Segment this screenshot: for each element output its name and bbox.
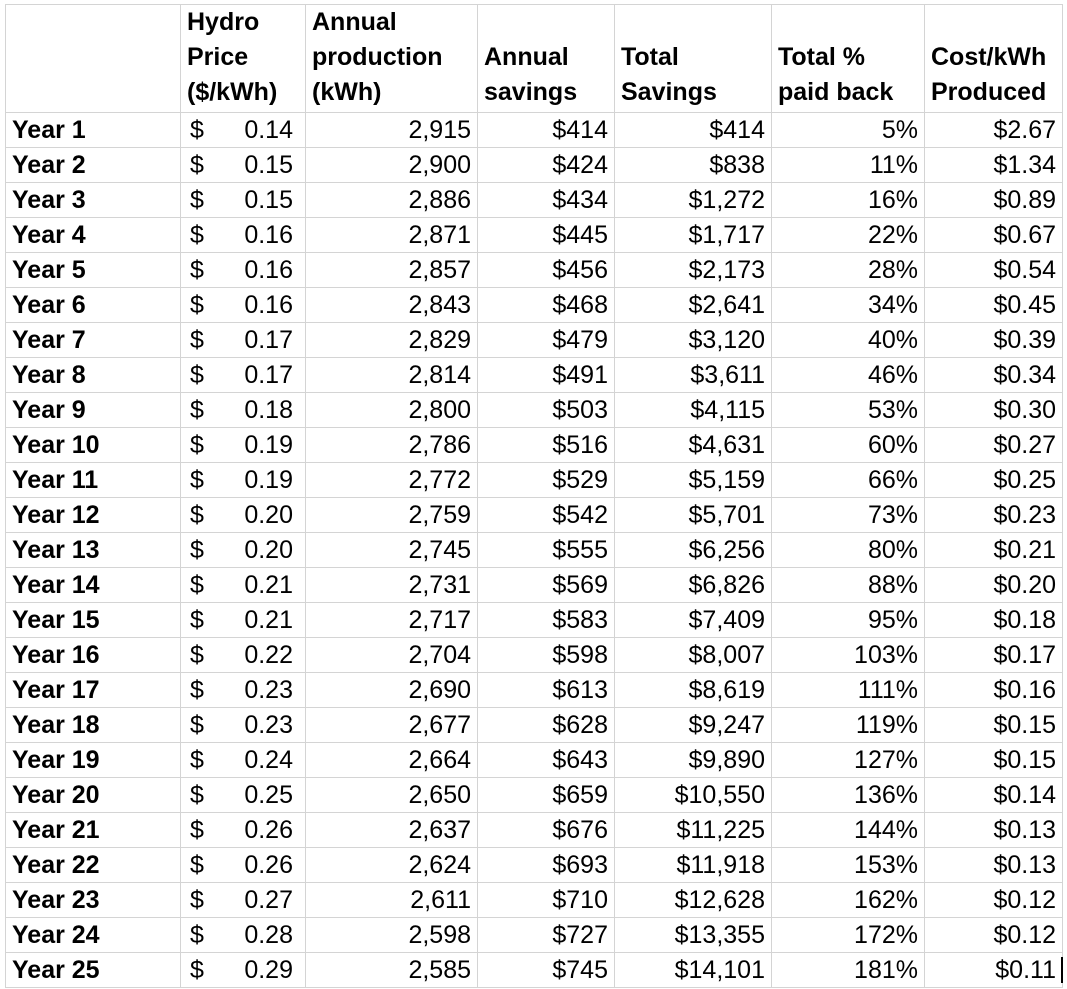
table-row [6,918,1063,953]
year-cell[interactable]: Year 14 [6,568,181,603]
annual-savings-cell[interactable]: $659 [478,778,615,813]
annual-production-cell[interactable]: 2,915 [306,113,478,148]
annual-production-cell[interactable]: 2,900 [306,148,478,183]
annual-savings-cell[interactable]: $598 [478,638,615,673]
annual-production-cell[interactable]: 2,786 [306,428,478,463]
paid-back-cell[interactable]: 111% [772,673,925,708]
cost-per-kwh-cell[interactable]: $0.45 [925,288,1063,323]
annual-production-cell[interactable]: 2,677 [306,708,478,743]
year-cell[interactable]: Year 17 [6,673,181,708]
annual-savings-cell[interactable]: $693 [478,848,615,883]
total-savings-cell[interactable]: $6,256 [615,533,772,568]
annual-production-cell[interactable]: 2,664 [306,743,478,778]
cost-per-kwh-cell[interactable]: $2.67 [925,113,1063,148]
currency-symbol: $ [190,396,204,424]
hydro-price-value: 0.23 [244,676,293,704]
hydro-price-value: 0.23 [244,711,293,739]
currency-symbol: $ [190,466,204,494]
paid-back-cell[interactable]: 5% [772,113,925,148]
cost-per-kwh-cell[interactable]: $0.11 [925,953,1063,988]
total-savings-cell[interactable]: $13,355 [615,918,772,953]
annual-savings-cell[interactable]: $542 [478,498,615,533]
hydro-price-value: 0.16 [244,291,293,319]
hydro-price-value: 0.26 [244,851,293,879]
annual-production-cell[interactable]: 2,857 [306,253,478,288]
table-row [6,428,1063,463]
table-row [6,393,1063,428]
currency-symbol: $ [190,221,204,249]
hydro-price-cell[interactable] [181,708,306,743]
hydro-price-value: 0.28 [244,921,293,949]
currency-symbol: $ [190,571,204,599]
annual-production-cell[interactable]: 2,704 [306,638,478,673]
annual-production-cell[interactable]: 2,598 [306,918,478,953]
annual-savings-cell[interactable]: $643 [478,743,615,778]
header-annual-savings[interactable]: Annual savings [478,5,615,113]
table-row [6,743,1063,778]
year-cell[interactable]: Year 1 [6,113,181,148]
paid-back-cell[interactable]: 80% [772,533,925,568]
hydro-price-cell[interactable] [181,778,306,813]
annual-savings-cell[interactable]: $529 [478,463,615,498]
cost-per-kwh-cell[interactable]: $0.34 [925,358,1063,393]
currency-symbol: $ [190,256,204,284]
paid-back-cell[interactable]: 119% [772,708,925,743]
paid-back-cell[interactable]: 88% [772,568,925,603]
annual-savings-cell[interactable]: $745 [478,953,615,988]
header-total-savings[interactable]: Total Savings [615,5,772,113]
paid-back-cell[interactable]: 127% [772,743,925,778]
hydro-price-cell[interactable] [181,883,306,918]
hydro-price-cell[interactable] [181,533,306,568]
cost-per-kwh-cell[interactable]: $0.17 [925,638,1063,673]
total-savings-cell[interactable]: $2,641 [615,288,772,323]
hydro-price-value: 0.24 [244,746,293,774]
total-savings-cell[interactable]: $838 [615,148,772,183]
currency-symbol: $ [190,291,204,319]
hydro-price-cell[interactable] [181,918,306,953]
header-cost-per-kwh[interactable]: Cost/kWh Produced [925,5,1063,113]
paid-back-cell[interactable]: 46% [772,358,925,393]
cost-per-kwh-cell[interactable]: $0.89 [925,183,1063,218]
hydro-price-value: 0.17 [244,361,293,389]
paid-back-cell[interactable]: 60% [772,428,925,463]
paid-back-cell[interactable]: 181% [772,953,925,988]
year-cell[interactable]: Year 10 [6,428,181,463]
paid-back-cell[interactable]: 103% [772,638,925,673]
cost-per-kwh-cell[interactable]: $0.15 [925,708,1063,743]
year-cell[interactable]: Year 22 [6,848,181,883]
hydro-price-cell[interactable] [181,638,306,673]
cost-per-kwh-cell[interactable]: $1.34 [925,148,1063,183]
year-cell[interactable]: Year 24 [6,918,181,953]
paid-back-cell[interactable]: 40% [772,323,925,358]
year-cell[interactable]: Year 6 [6,288,181,323]
annual-savings-cell[interactable]: $424 [478,148,615,183]
annual-production-cell[interactable]: 2,814 [306,358,478,393]
table-row [6,638,1063,673]
annual-savings-cell[interactable]: $613 [478,673,615,708]
total-savings-cell[interactable]: $12,628 [615,883,772,918]
table-row [6,113,1063,148]
hydro-price-cell[interactable] [181,183,306,218]
hydro-price-cell[interactable] [181,393,306,428]
year-cell[interactable]: Year 20 [6,778,181,813]
annual-savings-cell[interactable]: $491 [478,358,615,393]
annual-savings-cell[interactable]: $676 [478,813,615,848]
hydro-price-value: 0.20 [244,536,293,564]
savings-table [5,4,1063,988]
hydro-price-cell[interactable] [181,953,306,988]
cost-per-kwh-cell[interactable]: $0.12 [925,883,1063,918]
hydro-price-value: 0.19 [244,466,293,494]
hydro-price-value: 0.25 [244,781,293,809]
year-cell[interactable]: Year 3 [6,183,181,218]
currency-symbol: $ [190,606,204,634]
hydro-price-cell[interactable] [181,568,306,603]
table-row [6,358,1063,393]
total-savings-cell[interactable]: $8,007 [615,638,772,673]
annual-savings-cell[interactable]: $516 [478,428,615,463]
cost-per-kwh-cell[interactable]: $0.16 [925,673,1063,708]
hydro-price-value: 0.16 [244,221,293,249]
annual-production-cell[interactable]: 2,745 [306,533,478,568]
year-cell[interactable]: Year 13 [6,533,181,568]
cost-per-kwh-cell[interactable]: $0.54 [925,253,1063,288]
hydro-price-value: 0.27 [244,886,293,914]
hydro-price-value: 0.22 [244,641,293,669]
cost-per-kwh-cell[interactable]: $0.23 [925,498,1063,533]
year-cell[interactable]: Year 21 [6,813,181,848]
cost-per-kwh-cell[interactable]: $0.21 [925,533,1063,568]
year-cell[interactable]: Year 16 [6,638,181,673]
annual-production-cell[interactable]: 2,585 [306,953,478,988]
year-cell[interactable]: Year 23 [6,883,181,918]
paid-back-cell[interactable]: 95% [772,603,925,638]
table-row [6,463,1063,498]
cost-per-kwh-cell[interactable]: $0.14 [925,778,1063,813]
hydro-price-cell[interactable] [181,113,306,148]
annual-savings-cell[interactable]: $628 [478,708,615,743]
annual-production-cell[interactable]: 2,843 [306,288,478,323]
annual-production-cell[interactable]: 2,886 [306,183,478,218]
hydro-price-value: 0.26 [244,816,293,844]
currency-symbol: $ [190,711,204,739]
table-row [6,673,1063,708]
total-savings-cell[interactable]: $7,409 [615,603,772,638]
cost-per-kwh-cell[interactable]: $0.67 [925,218,1063,253]
table-body [6,113,1063,988]
cost-per-kwh-cell[interactable]: $0.30 [925,393,1063,428]
annual-savings-cell[interactable]: $479 [478,323,615,358]
cost-per-kwh-cell[interactable]: $0.13 [925,813,1063,848]
header-year[interactable] [6,5,181,113]
header-annual-production[interactable]: Annual production (kWh) [306,5,478,113]
total-savings-cell[interactable]: $1,272 [615,183,772,218]
total-savings-cell[interactable]: $4,115 [615,393,772,428]
header-hydro-price[interactable]: Hydro Price ($/kWh) [181,5,306,113]
cost-per-kwh-cell[interactable]: $0.18 [925,603,1063,638]
year-cell[interactable]: Year 4 [6,218,181,253]
annual-production-cell[interactable]: 2,637 [306,813,478,848]
cost-per-kwh-cell[interactable]: $0.25 [925,463,1063,498]
paid-back-cell[interactable]: 53% [772,393,925,428]
hydro-price-cell[interactable] [181,848,306,883]
table-row [6,813,1063,848]
table-row [6,708,1063,743]
paid-back-cell[interactable]: 28% [772,253,925,288]
table-row [6,218,1063,253]
year-cell[interactable]: Year 19 [6,743,181,778]
table-row [6,778,1063,813]
total-savings-cell[interactable]: $2,173 [615,253,772,288]
total-savings-cell[interactable]: $3,120 [615,323,772,358]
paid-back-cell[interactable]: 16% [772,183,925,218]
hydro-price-cell[interactable] [181,288,306,323]
total-savings-cell[interactable]: $10,550 [615,778,772,813]
paid-back-cell[interactable]: 144% [772,813,925,848]
currency-symbol: $ [190,816,204,844]
annual-production-cell[interactable]: 2,717 [306,603,478,638]
text-cursor [1061,957,1063,983]
annual-production-cell[interactable]: 2,624 [306,848,478,883]
currency-symbol: $ [190,151,204,179]
year-cell[interactable]: Year 18 [6,708,181,743]
annual-savings-cell[interactable]: $468 [478,288,615,323]
annual-savings-cell[interactable]: $414 [478,113,615,148]
year-cell[interactable]: Year 8 [6,358,181,393]
table-row [6,323,1063,358]
hydro-price-value: 0.17 [244,326,293,354]
year-cell[interactable]: Year 25 [6,953,181,988]
annual-production-cell[interactable]: 2,759 [306,498,478,533]
hydro-price-value: 0.29 [244,956,293,984]
table-row [6,498,1063,533]
header-row [6,5,1063,113]
paid-back-cell[interactable]: 153% [772,848,925,883]
hydro-price-value: 0.21 [244,571,293,599]
total-savings-cell[interactable]: $11,225 [615,813,772,848]
annual-savings-cell[interactable]: $569 [478,568,615,603]
annual-savings-cell[interactable]: $555 [478,533,615,568]
hydro-price-cell[interactable] [181,323,306,358]
currency-symbol: $ [190,956,204,984]
annual-production-cell[interactable]: 2,611 [306,883,478,918]
annual-savings-cell[interactable]: $445 [478,218,615,253]
total-savings-cell[interactable]: $8,619 [615,673,772,708]
hydro-price-value: 0.21 [244,606,293,634]
hydro-price-cell[interactable] [181,253,306,288]
currency-symbol: $ [190,536,204,564]
paid-back-cell[interactable]: 66% [772,463,925,498]
annual-production-cell[interactable]: 2,772 [306,463,478,498]
total-savings-cell[interactable]: $3,611 [615,358,772,393]
hydro-price-cell[interactable] [181,218,306,253]
hydro-price-value: 0.20 [244,501,293,529]
cost-per-kwh-cell[interactable]: $0.13 [925,848,1063,883]
paid-back-cell[interactable]: 34% [772,288,925,323]
hydro-price-cell[interactable] [181,358,306,393]
hydro-price-cell[interactable] [181,428,306,463]
currency-symbol: $ [190,186,204,214]
table-row [6,288,1063,323]
paid-back-cell[interactable]: 11% [772,148,925,183]
cost-per-kwh-cell[interactable]: $0.27 [925,428,1063,463]
annual-production-cell[interactable]: 2,871 [306,218,478,253]
currency-symbol: $ [190,361,204,389]
paid-back-cell[interactable]: 172% [772,918,925,953]
hydro-price-cell[interactable] [181,463,306,498]
total-savings-cell[interactable]: $9,890 [615,743,772,778]
year-cell[interactable]: Year 7 [6,323,181,358]
hydro-price-cell[interactable] [181,148,306,183]
paid-back-cell[interactable]: 22% [772,218,925,253]
currency-symbol: $ [190,921,204,949]
table-row [6,253,1063,288]
total-savings-cell[interactable]: $5,159 [615,463,772,498]
annual-savings-cell[interactable]: $710 [478,883,615,918]
currency-symbol: $ [190,851,204,879]
annual-production-cell[interactable]: 2,731 [306,568,478,603]
total-savings-cell[interactable]: $11,918 [615,848,772,883]
year-cell[interactable]: Year 12 [6,498,181,533]
hydro-price-value: 0.19 [244,431,293,459]
currency-symbol: $ [190,116,204,144]
table-row [6,883,1063,918]
total-savings-cell[interactable]: $414 [615,113,772,148]
annual-savings-cell[interactable]: $456 [478,253,615,288]
annual-production-cell[interactable]: 2,690 [306,673,478,708]
table-row [6,533,1063,568]
hydro-price-cell[interactable] [181,603,306,638]
hydro-price-value: 0.14 [244,116,293,144]
paid-back-cell[interactable]: 73% [772,498,925,533]
cost-per-kwh-cell[interactable]: $0.39 [925,323,1063,358]
currency-symbol: $ [190,886,204,914]
cost-per-kwh-cell[interactable]: $0.20 [925,568,1063,603]
currency-symbol: $ [190,431,204,459]
hydro-price-value: 0.15 [244,151,293,179]
annual-savings-cell[interactable]: $503 [478,393,615,428]
total-savings-cell[interactable]: $1,717 [615,218,772,253]
table-row [6,568,1063,603]
hydro-price-cell[interactable] [181,673,306,708]
hydro-price-value: 0.18 [244,396,293,424]
table-row [6,603,1063,638]
total-savings-cell[interactable]: $14,101 [615,953,772,988]
table-row [6,183,1063,218]
header-total-paid-back[interactable]: Total % paid back [772,5,925,113]
paid-back-cell[interactable]: 136% [772,778,925,813]
currency-symbol: $ [190,326,204,354]
year-cell[interactable]: Year 2 [6,148,181,183]
annual-production-cell[interactable]: 2,800 [306,393,478,428]
paid-back-cell[interactable]: 162% [772,883,925,918]
year-cell[interactable]: Year 9 [6,393,181,428]
annual-savings-cell[interactable]: $583 [478,603,615,638]
total-savings-cell[interactable]: $9,247 [615,708,772,743]
hydro-price-value: 0.15 [244,186,293,214]
hydro-price-cell[interactable] [181,498,306,533]
annual-savings-cell[interactable]: $727 [478,918,615,953]
currency-symbol: $ [190,501,204,529]
table-row [6,953,1063,988]
table-row [6,148,1063,183]
annual-production-cell[interactable]: 2,829 [306,323,478,358]
year-cell[interactable]: Year 15 [6,603,181,638]
annual-production-cell[interactable]: 2,650 [306,778,478,813]
currency-symbol: $ [190,781,204,809]
annual-savings-cell[interactable]: $434 [478,183,615,218]
cost-per-kwh-cell[interactable]: $0.12 [925,918,1063,953]
cost-per-kwh-cell[interactable]: $0.15 [925,743,1063,778]
year-cell[interactable]: Year 5 [6,253,181,288]
table-row [6,848,1063,883]
hydro-price-cell[interactable] [181,813,306,848]
currency-symbol: $ [190,746,204,774]
currency-symbol: $ [190,676,204,704]
total-savings-cell[interactable]: $4,631 [615,428,772,463]
total-savings-cell[interactable]: $6,826 [615,568,772,603]
total-savings-cell[interactable]: $5,701 [615,498,772,533]
currency-symbol: $ [190,641,204,669]
year-cell[interactable]: Year 11 [6,463,181,498]
hydro-price-value: 0.16 [244,256,293,284]
hydro-price-cell[interactable] [181,743,306,778]
